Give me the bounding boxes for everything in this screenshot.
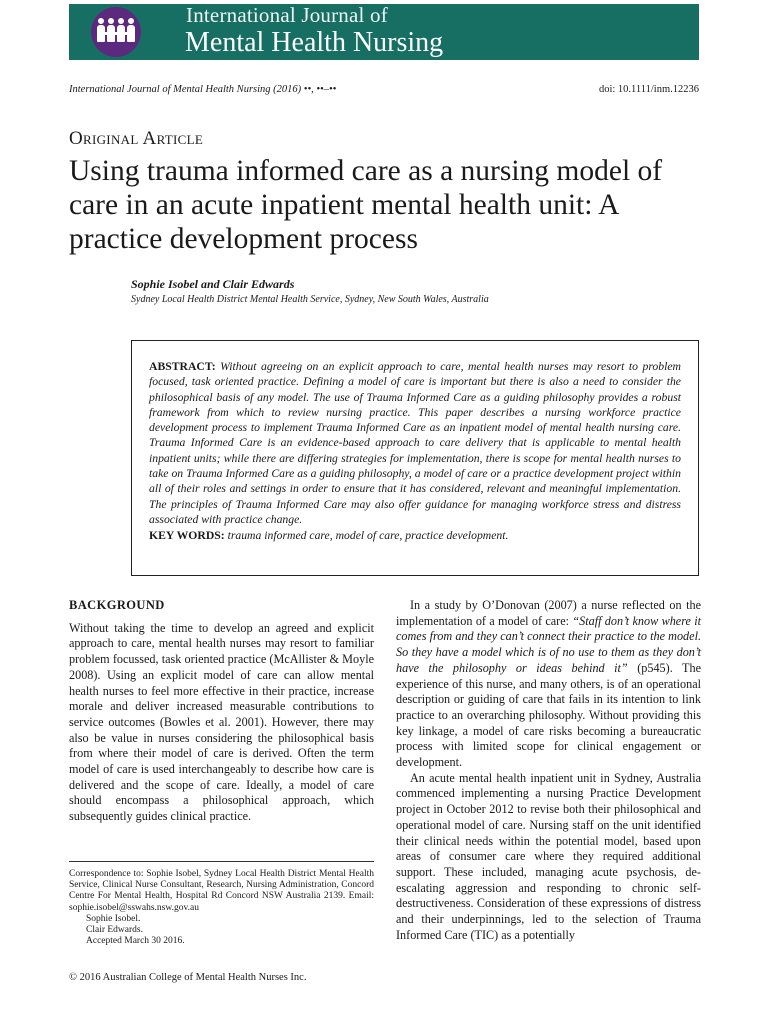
journal-name-line2: Mental Health Nursing — [185, 27, 444, 58]
copyright: © 2016 Australian College of Mental Health Nurses Inc. — [69, 972, 307, 983]
accepted-date: Accepted March 30 2016. — [86, 936, 185, 947]
journal-name-line1: International Journal of — [186, 4, 388, 27]
abstract-text: Without agreeing on an explicit approach to care, mental health nurses may resort to problem focused, task oriented practice. Defining a model of care is important but there is also a need to consider the philosophical basis of any model. The use of Trauma Informed Care as a guiding philosophy provides a robust framework from which to review nursing practice. This paper describes a nursing workforce practice development process to implement Trauma Informed Care as an inpatient model of mental health nursing care. Trauma Informed Care is an evidence-based approach to care delivery that is applicable to mental health inpatient units; while there are differing strategies for implementation, there is scope for mental health nurses to take on Trauma Informed Care as a guiding philosophy, a model of care or a practice development project within all of their roles and settings in order to ensure that it has considered, relevant and meaningful implementation. The principles of Trauma Informed Care may also offer guidance for managing workforce stress and distress associated with practice change. — [149, 360, 681, 526]
correspondence-text: Correspondence to: Sophie Isobel, Sydney Local Health District Mental Health Service, Clinical Nurse Consultant, Research, Nursing Administration, Concord Centre For Mental Health, Hospital Rd Concord NSW Australia 2139. Email: sophie.isobel@sswahs.nsw.gov.au — [69, 869, 374, 913]
abstract-paragraph — [149, 359, 681, 527]
section-label: Original Article — [69, 128, 204, 149]
body-paragraph — [396, 598, 701, 771]
journal-banner — [69, 4, 699, 60]
citation: International Journal of Mental Health Nursing (2016) ••, ••–•• — [69, 84, 337, 95]
body-column-right — [396, 598, 701, 943]
correspondence-author: Clair Edwards. — [86, 925, 143, 936]
body-text: (p545). The experience of this nurse, and many others, is of an operational description or guiding of care that fails in its intention to link practice to an overarching philosophy. Without providing this key linkage, a model of care risks becoming a bureaucratic process with limited scope for clinical engagement or development. — [396, 660, 701, 770]
body-paragraph: An acute mental health inpatient unit in Sydney, Australia commenced implementing a nursing Practice Development project in October 2012 to revise both their philosophical and operational model of care. Nursing staff on the unit identified their clinical needs within the potential model, based upon areas of consumer care where they required additional support. These included, managing acute psychosis, de-escalating aggression and responding to chronic self-destructiveness. Consideration of these expressions of distress and their underpinnings, led to the selection of Trauma Informed Care (TIC) as a potentially — [396, 770, 701, 942]
affiliation: Sydney Local Health District Mental Health Service, Sydney, New South Wales, Australia — [131, 294, 489, 305]
footnote-divider — [69, 861, 374, 862]
correspondence — [69, 869, 374, 947]
journal-logo-icon — [91, 7, 141, 57]
authors: Sophie Isobel and Clair Edwards — [131, 277, 295, 291]
article-title: Using trauma informed care as a nursing model of care in an acute inpatient mental health unit: A practice development process — [69, 155, 663, 255]
section-heading-background: BACKGROUND — [69, 598, 165, 612]
body-column-left — [69, 598, 374, 825]
body-paragraph: Without taking the time to develop an agreed and explicit approach to care, mental health nurses may resort to familiar problem focussed, task oriented practice (McAllister & Moyle 2008). Using an explicit model of care can allow mental health nurses to feel more effective in their practice, increase morale and deliver increased measurable contributions to service outcomes (Bowles et al. 2001). However, there may also be value in nurses considering the philosophical basis from where their model of care is derived. Often the term model of care is used interchangeably to describe how care is delivered and the scope of care. Ideally, a model of care should encompass a philosophical approach, which subsequently guides clinical practice. — [69, 620, 374, 824]
correspondence-author: Sophie Isobel. — [86, 913, 141, 924]
abstract-box — [131, 340, 699, 576]
keywords: trauma informed care, model of care, practice development. — [227, 529, 509, 543]
quote-text: “Staff don’t know where it comes from and they can’t connect their practice to the model. So they have a model which is of no use to them as they don’t have the philosophy or ideas behind it” — [396, 613, 702, 675]
body-text: In a study by O’Donovan (2007) a nurse reflected on the implementation of a model of care: — [396, 598, 701, 628]
abstract-label: ABSTRACT: — [149, 360, 216, 373]
keywords-line — [149, 528, 681, 543]
doi: doi: 10.1111/inm.12236 — [598, 84, 699, 95]
keywords-label: KEY WORDS: — [149, 529, 225, 543]
